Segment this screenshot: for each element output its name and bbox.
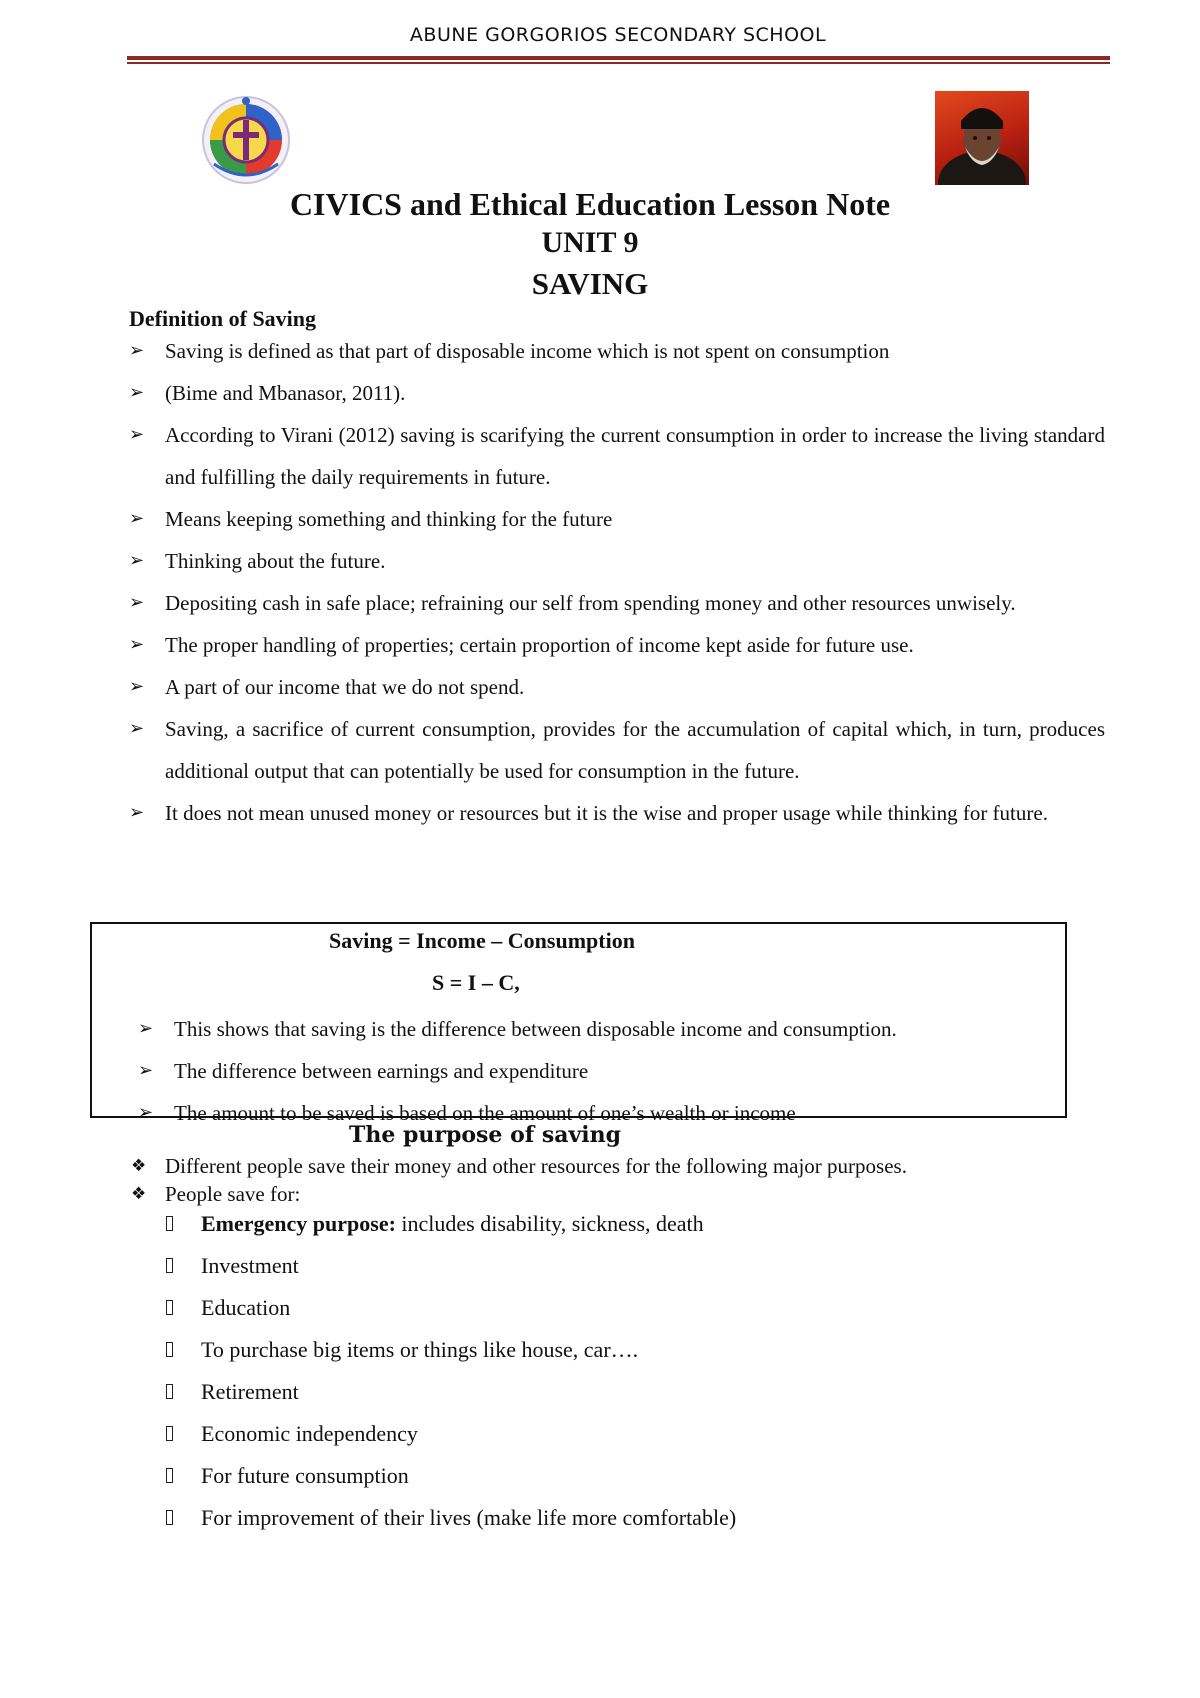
list-item	[129, 330, 1105, 372]
arrow-bullet-icon: ➢	[129, 634, 145, 655]
header-rule-thick	[127, 56, 1110, 60]
definition-heading: Definition of Saving	[129, 306, 317, 331]
purpose-intro-list	[129, 1152, 907, 1208]
purpose-text: For improvement of their lives (make life more comfortable)	[201, 1505, 737, 1530]
diamond-bullet-icon: ❖	[131, 1184, 147, 1204]
definition-text: Means keeping something and thinking for the future	[165, 507, 613, 531]
square-bullet-icon	[166, 1510, 173, 1525]
lesson-title: CIVICS and Ethical Education Lesson Note	[289, 186, 891, 222]
definition-text: (Bime and Mbanasor, 2011).	[165, 381, 406, 405]
emergency-label: Emergency purpose:	[201, 1211, 396, 1236]
formula-note-text: The amount to be saved is based on the amount of one’s wealth or income	[174, 1101, 796, 1125]
arrow-bullet-icon: ➢	[129, 340, 145, 361]
diamond-bullet-icon: ❖	[131, 1156, 147, 1176]
formula-note-text: The difference between earnings and expenditure	[174, 1059, 589, 1083]
arrow-bullet-icon: ➢	[129, 508, 145, 529]
emergency-text: includes disability, sickness, death	[395, 1211, 704, 1236]
portrait-photo-icon	[935, 91, 1029, 185]
list-item	[138, 1008, 1038, 1050]
school-name-header: ABUNE GORGORIOS SECONDARY SCHOOL	[409, 24, 827, 46]
purpose-text: To purchase big items or things like house, car….	[201, 1337, 639, 1362]
formula-symbols: S = I – C,	[432, 970, 520, 995]
arrow-bullet-icon: ➢	[129, 718, 145, 739]
square-bullet-icon	[166, 1300, 173, 1315]
definition-text: A part of our income that we do not spend.	[165, 675, 525, 699]
list-item	[164, 1455, 736, 1497]
list-item	[129, 1152, 907, 1180]
list-item	[129, 582, 1105, 624]
arrow-bullet-icon: ➢	[129, 676, 145, 697]
list-item	[164, 1203, 736, 1245]
arrow-bullet-icon: ➢	[129, 424, 145, 445]
square-bullet-icon	[166, 1216, 173, 1231]
definition-list	[129, 330, 1105, 834]
definition-text: It does not mean unused money or resources but it is the wise and proper usage while thinking for future.	[165, 801, 1048, 825]
arrow-bullet-icon: ➢	[129, 550, 145, 571]
topic-title: SAVING	[531, 266, 649, 301]
arrow-bullet-icon: ➢	[138, 1018, 154, 1039]
definition-text: Saving, a sacrifice of current consumption, provides for the accumulation of capital which, in turn, produces additional output that can potentially be used for consumption in the future.	[165, 717, 1105, 783]
list-item	[129, 540, 1105, 582]
formula-notes-list	[138, 1008, 1038, 1134]
definition-text: The proper handling of properties; certain proportion of income kept aside for future use.	[165, 633, 914, 657]
header-rule-thin	[127, 62, 1110, 64]
list-item	[129, 498, 1105, 540]
purpose-text: Retirement	[201, 1379, 299, 1404]
list-item	[138, 1050, 1038, 1092]
school-emblem-icon	[200, 94, 292, 186]
list-item	[129, 792, 1105, 834]
arrow-bullet-icon: ➢	[129, 802, 145, 823]
square-bullet-icon	[166, 1426, 173, 1441]
arrow-bullet-icon: ➢	[129, 382, 145, 403]
arrow-bullet-icon: ➢	[129, 592, 145, 613]
list-item	[164, 1245, 736, 1287]
purpose-text: Economic independency	[201, 1421, 418, 1446]
list-item	[129, 708, 1105, 792]
definition-text: Saving is defined as that part of disposable income which is not spent on consumption	[165, 339, 890, 363]
list-item	[129, 666, 1105, 708]
square-bullet-icon	[166, 1384, 173, 1399]
definition-text: Depositing cash in safe place; refraining our self from spending money and other resources unwisely.	[165, 591, 1016, 615]
list-item	[164, 1497, 736, 1539]
list-item	[129, 414, 1105, 498]
list-item	[129, 372, 1105, 414]
square-bullet-icon	[166, 1258, 173, 1273]
list-item	[164, 1329, 736, 1371]
list-item	[129, 624, 1105, 666]
purpose-text: Investment	[201, 1253, 299, 1278]
purpose-heading: The purpose of saving	[349, 1122, 622, 1148]
purpose-list	[164, 1203, 736, 1539]
unit-title: UNIT 9	[541, 226, 639, 259]
purpose-intro-text: Different people save their money and other resources for the following major purposes.	[165, 1154, 907, 1178]
list-item	[164, 1287, 736, 1329]
purpose-text: For future consumption	[201, 1463, 409, 1488]
list-item	[164, 1413, 736, 1455]
square-bullet-icon	[166, 1468, 173, 1483]
square-bullet-icon	[166, 1342, 173, 1357]
definition-text: According to Virani (2012) saving is scarifying the current consumption in order to increase the living standard and fulfilling the daily requirements in future.	[165, 423, 1105, 489]
arrow-bullet-icon: ➢	[138, 1060, 154, 1081]
formula-note-text: This shows that saving is the difference between disposable income and consumption.	[174, 1017, 897, 1041]
formula-box	[90, 922, 1067, 1125]
purpose-text: Education	[201, 1295, 291, 1320]
arrow-bullet-icon: ➢	[138, 1102, 154, 1123]
definition-text: Thinking about the future.	[165, 549, 386, 573]
purpose-intro-text: People save for:	[165, 1182, 301, 1206]
list-item	[164, 1371, 736, 1413]
formula-words: Saving = Income – Consumption	[329, 928, 635, 953]
